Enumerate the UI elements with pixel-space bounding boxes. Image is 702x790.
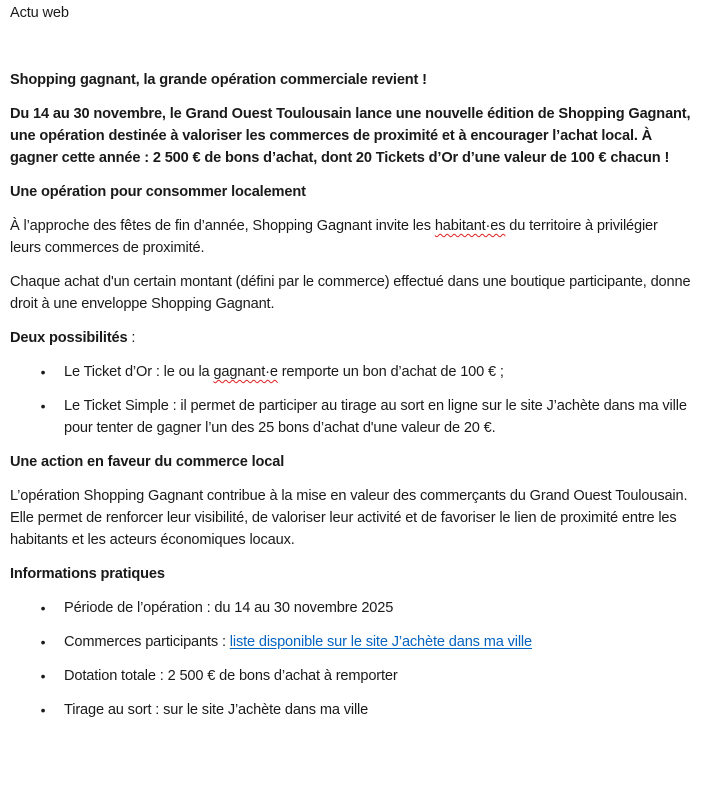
section1-paragraph-1 xyxy=(10,215,692,259)
section-heading-informations-pratiques: Informations pratiques xyxy=(10,566,165,582)
section-heading-commerce-local: Une action en faveur du commerce local xyxy=(10,454,285,470)
possibilities-list xyxy=(10,361,692,439)
list-item-tirage xyxy=(10,699,692,721)
heading-suffix: : xyxy=(127,330,136,346)
list-item-text: Dotation totale : 2 500 € de bons d’achat à remporter xyxy=(64,668,398,684)
list-item-label: Commerces participants : xyxy=(64,634,230,650)
section3-line-2: Elle permet de renforcer leur visibilité, de valoriser leur activité et de favoriser le lien de proximité entre les habitants et les acteurs économiques locaux. xyxy=(10,510,677,548)
article-title: Shopping gagnant, la grande opération commerciale revient ! xyxy=(10,72,427,88)
list-item-text: Tirage au sort : sur le site J’achète dans ma ville xyxy=(64,702,369,718)
list-item-text: Période de l’opération : du 14 au 30 novembre 2025 xyxy=(64,600,394,616)
section-heading-consommer-localement: Une opération pour consommer localement xyxy=(10,184,306,200)
bullet-icon: • xyxy=(40,364,46,380)
text-segment: remporte un bon d’achat de 100 € ; xyxy=(277,364,504,380)
list-item-ticket-or xyxy=(10,361,692,383)
section3-paragraph xyxy=(10,485,692,551)
section3-line-1: L’opération Shopping Gagnant contribue à la mise en valeur des commerçants du Grand Ouest Toulousain. xyxy=(10,488,688,504)
text-segment: Le Ticket d’Or : le ou la xyxy=(64,364,214,380)
list-item-commerces xyxy=(10,631,692,653)
bullet-icon: • xyxy=(40,702,46,718)
spellcheck-flagged-word[interactable]: gagnant·e xyxy=(213,364,278,380)
text-segment: À l’approche des fêtes de fin d’année, Shopping Gagnant invite les xyxy=(10,218,435,234)
bullet-icon: • xyxy=(40,398,46,414)
document-label: Actu web xyxy=(10,5,69,21)
section1-paragraph-2: Chaque achat d'un certain montant (défini par le commerce) effectué dans une boutique participante, donne droit à une enveloppe Shopping Gagnant. xyxy=(10,274,691,312)
section-heading-deux-possibilites xyxy=(10,327,692,349)
bullet-icon: • xyxy=(40,600,46,616)
list-item-periode xyxy=(10,597,692,619)
bullet-icon: • xyxy=(40,634,46,650)
heading-text: Deux possibilités xyxy=(10,330,128,346)
article-intro: Du 14 au 30 novembre, le Grand Ouest Toulousain lance une nouvelle édition de Shopping Gagnant, une opération destinée à valoriser les commerces de proximité et à encourager l’achat local. À gagner cette année : 2 500 € de bons d’achat, dont 20 Tickets d’Or d’une valeur de 100 € chacun ! xyxy=(10,106,691,166)
bullet-icon: • xyxy=(40,668,46,684)
spellcheck-flagged-word[interactable]: habitant·es xyxy=(434,218,506,234)
participating-shops-link[interactable]: liste disponible sur le site J’achète dans ma ville xyxy=(229,634,532,650)
list-item-text: Le Ticket Simple : il permet de participer au tirage au sort en ligne sur le site J’achète dans ma ville pour tenter de gagner l’un des 25 bons d’achat d'une valeur de 20 €. xyxy=(64,398,687,436)
list-item-ticket-simple xyxy=(10,395,692,439)
list-item-dotation xyxy=(10,665,692,687)
text-segment: du territoire à privilégier leurs commerces de proximité. xyxy=(10,218,658,256)
info-list xyxy=(10,597,692,721)
